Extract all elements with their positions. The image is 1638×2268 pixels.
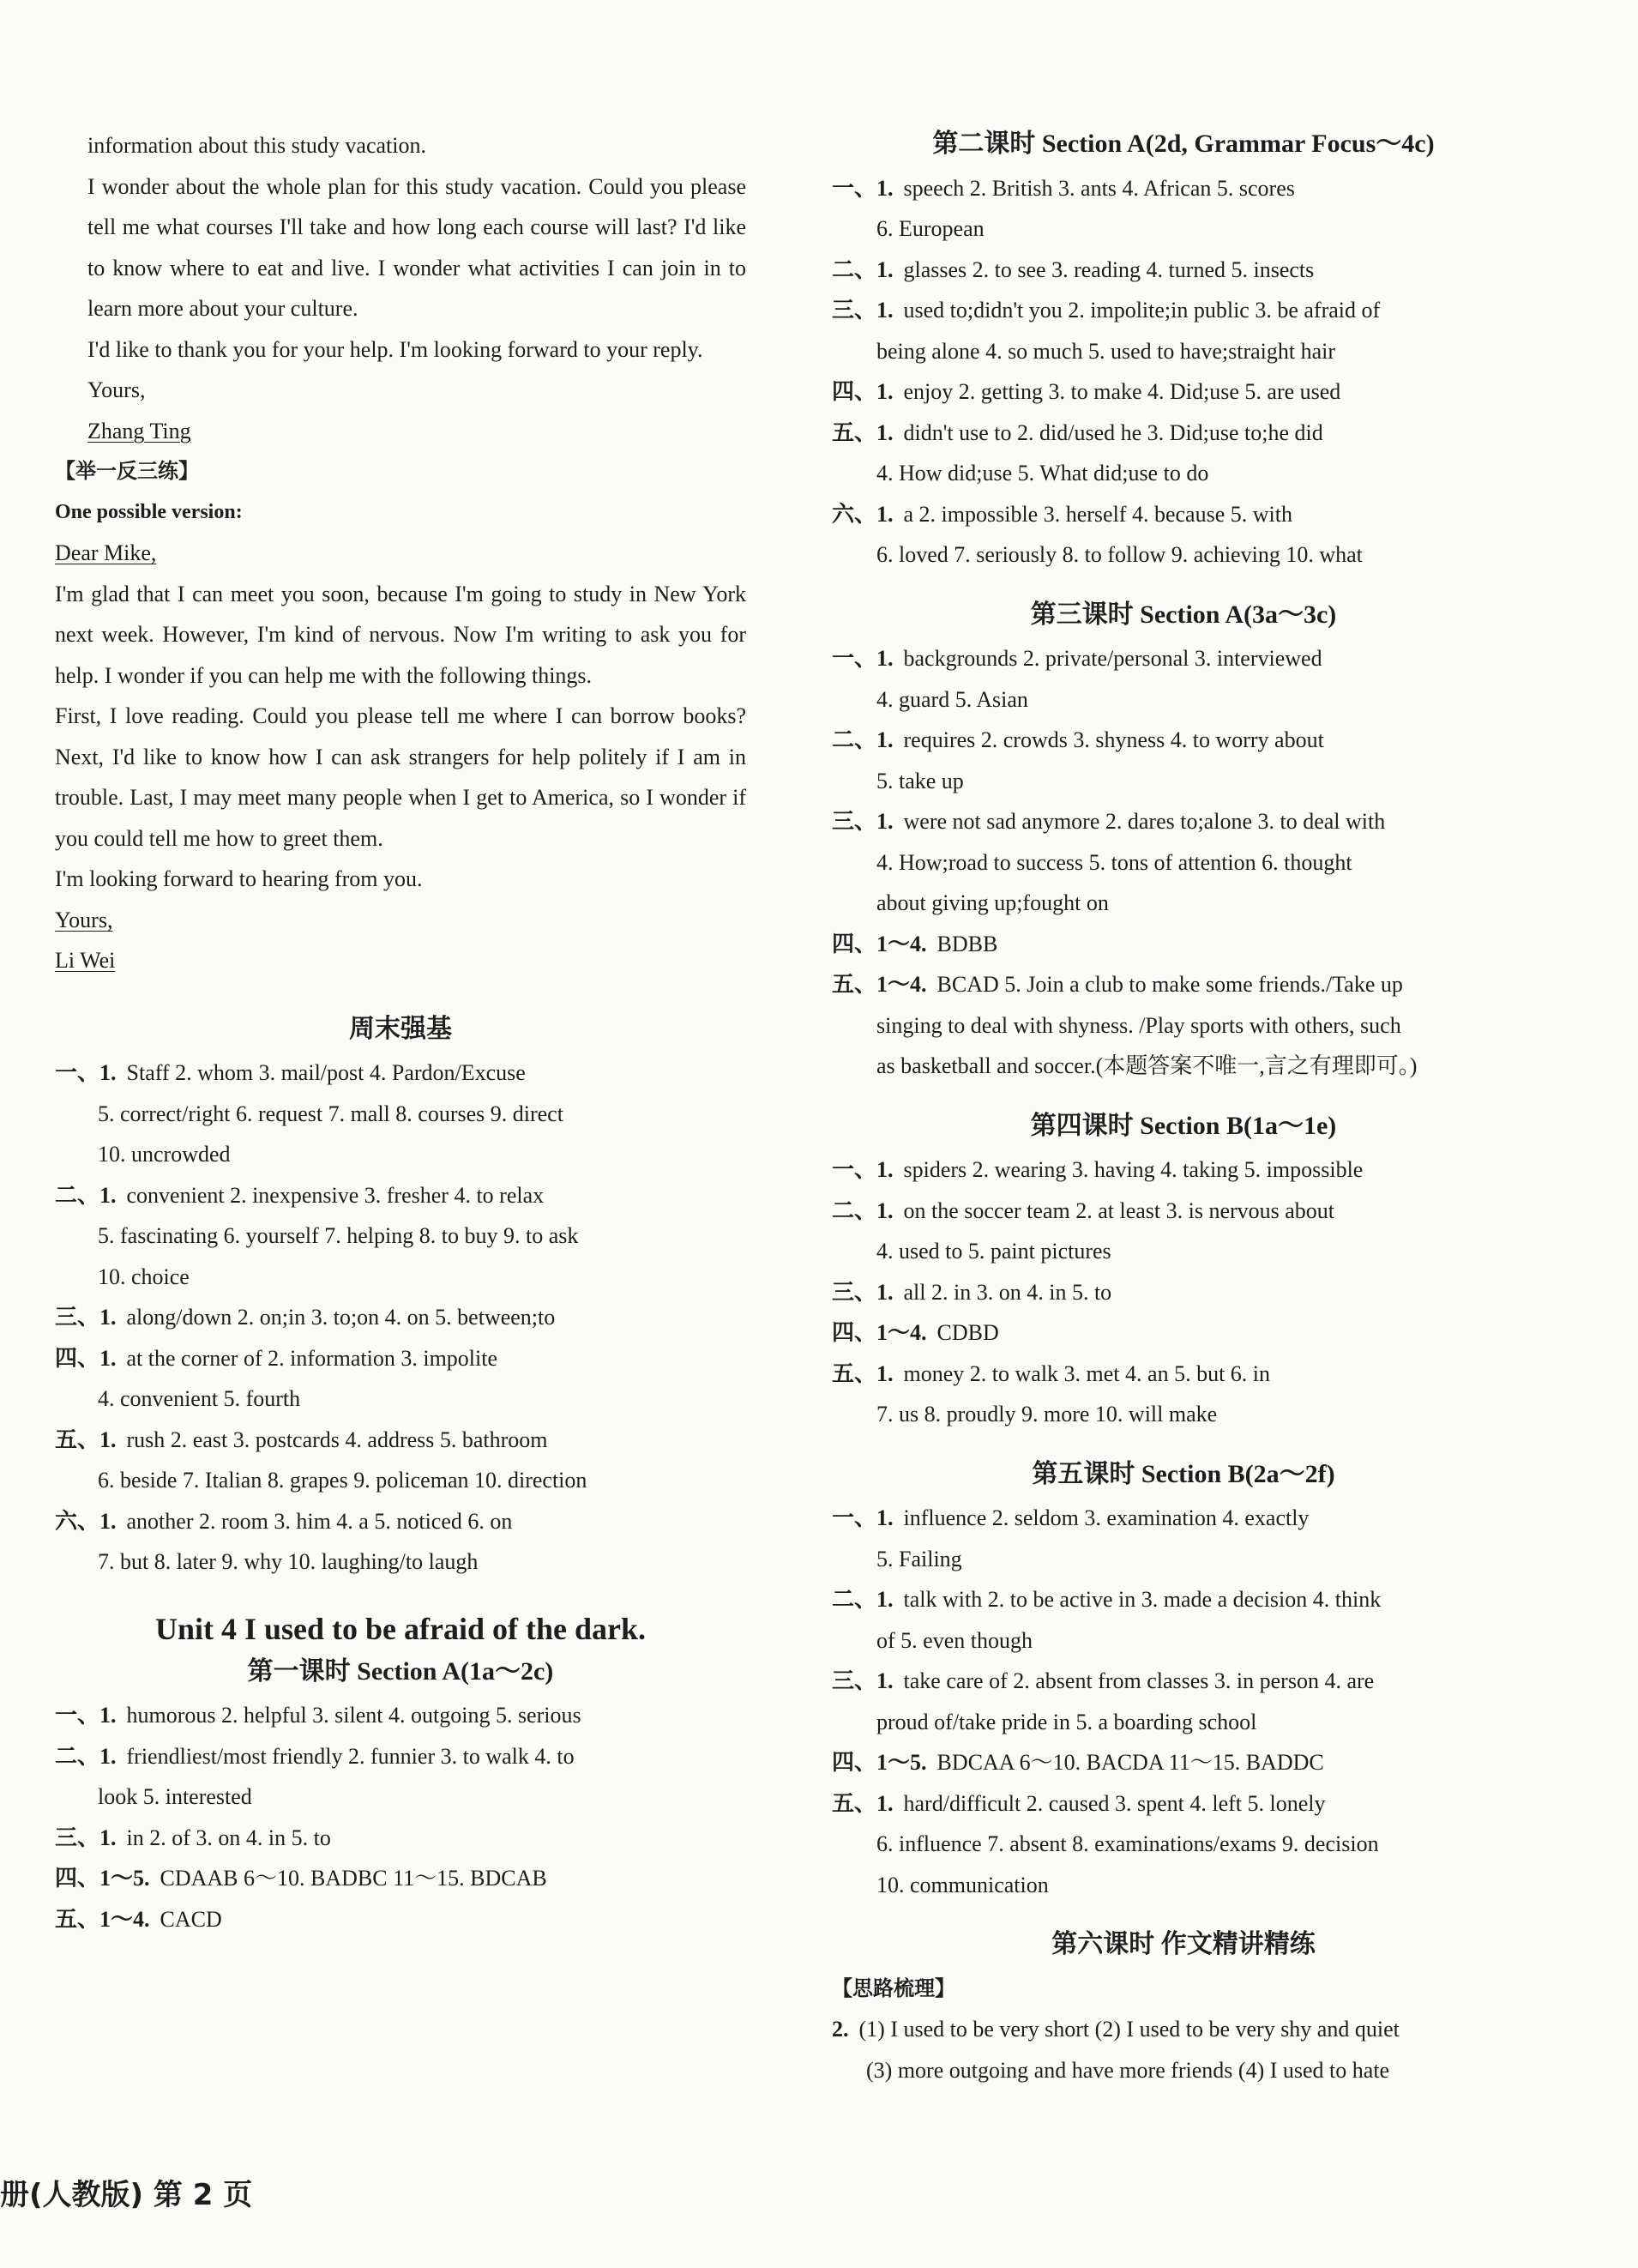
answer-text: hard/difficult 2. caused 3. spent 4. left 5. lonely [903, 1790, 1326, 1816]
answer-row [55, 1501, 746, 1542]
right-column [832, 124, 1535, 2090]
answer-label: 二、1. [832, 1587, 894, 1612]
answer-continuation: of 5. even though [876, 1627, 1033, 1653]
answer-continuation: 4. used to 5. paint pictures [876, 1239, 1111, 1264]
answer-label: 五、1. [832, 1360, 894, 1386]
answer-row [832, 1498, 1535, 1539]
answer-label: 四、1～4. [832, 931, 927, 956]
answer-text: friendliest/most friendly 2. funnier 3. to walk 4. to [126, 1743, 575, 1769]
answer-text: CACD [160, 1906, 222, 1932]
answer-row [55, 1297, 746, 1338]
closing-2: Yours, [55, 907, 113, 932]
answer-label: 三、1. [832, 1279, 894, 1305]
answer-row [832, 413, 1535, 454]
outline-label: 2. [832, 2017, 849, 2042]
answer-text: convenient 2. inexpensive 3. fresher 4. to relax [126, 1182, 545, 1208]
answer-label: 一、1. [55, 1060, 117, 1085]
answer-label: 三、1. [832, 809, 894, 834]
answer-label: 二、1. [832, 1197, 894, 1223]
answer-text: take care of 2. absent from classes 3. in person 4. are [903, 1668, 1375, 1693]
lesson1-answers [55, 1695, 746, 1939]
version-label: One possible version: [55, 500, 243, 523]
answer-label: 四、1. [832, 379, 894, 404]
lesson5-title: 第五课时 Section B(2a～2f) [1032, 1459, 1335, 1488]
left-column [55, 125, 746, 1939]
answer-continuation: 7. but 8. later 9. why 10. laughing/to laugh [98, 1549, 479, 1574]
answer-continuation: being alone 4. so much 5. used to have;straight hair [876, 338, 1336, 364]
letter-para-0: I'm glad that I can meet you soon, because I'm going to study in New York next week. However, I'm kind of nervous. Now I'm writing to ask you for help. I wonder if you can help me with the following things. [55, 581, 746, 688]
answer-text: along/down 2. on;in 3. to;on 4. on 5. between;to [126, 1305, 556, 1330]
answer-row [832, 720, 1535, 761]
answer-text: at the corner of 2. information 3. impolite [126, 1345, 498, 1371]
tag-outline: 【思路梳理】 [832, 1975, 955, 2000]
lesson3-title: 第三课时 Section A(3a～3c) [1030, 600, 1337, 629]
answer-text: money 2. to walk 3. met 4. an 5. but 6. in [903, 1360, 1271, 1386]
outline-line-1: (1) I used to be very short (2) I used to be very shy and quiet [858, 2017, 1400, 2042]
answer-text: in 2. of 3. on 4. in 5. to [126, 1825, 331, 1850]
answer-row [832, 1272, 1535, 1313]
answer-row [832, 250, 1535, 291]
answer-label: 四、1. [55, 1345, 117, 1371]
answer-text: talk with 2. to be active in 3. made a decision 4. think [903, 1587, 1382, 1612]
answer-row [55, 1420, 746, 1461]
answer-label: 一、1. [832, 1505, 894, 1530]
answer-text: another 2. room 3. him 4. a 5. noticed 6. on [126, 1508, 513, 1534]
answer-label: 六、1. [55, 1508, 117, 1534]
lesson5-answers [832, 1498, 1535, 1905]
answer-text: influence 2. seldom 3. examination 4. exactly [903, 1505, 1310, 1530]
answer-row [832, 1191, 1535, 1232]
answer-row [832, 168, 1535, 209]
answer-row [832, 1783, 1535, 1825]
intro-para-2: I'd like to thank you for your help. I'm looking forward to your reply. [87, 336, 703, 362]
answer-label: 三、1. [832, 298, 894, 323]
weekend-answers [55, 1053, 746, 1583]
answer-text: glasses 2. to see 3. reading 4. turned 5. insects [903, 256, 1315, 282]
answer-text: BDBB [936, 931, 998, 956]
answer-text: were not sad anymore 2. dares to;alone 3. to deal with [903, 809, 1386, 834]
answer-text: humorous 2. helpful 3. silent 4. outgoing 5. serious [126, 1703, 581, 1728]
answer-row [55, 1338, 746, 1379]
answer-row [55, 1175, 746, 1216]
answer-label: 三、1. [832, 1668, 894, 1693]
answer-continuation: 6. loved 7. seriously 8. to follow 9. achieving 10. what [876, 542, 1363, 567]
answer-continuation: 5. fascinating 6. yourself 7. helping 8. to buy 9. to ask [98, 1223, 579, 1248]
answer-text: on the soccer team 2. at least 3. is nervous about [903, 1197, 1335, 1223]
lesson2-title: 第二课时 Section A(2d, Grammar Focus～4c) [932, 130, 1435, 158]
answer-text: requires 2. crowds 3. shyness 4. to worry about [903, 727, 1324, 752]
lesson3-answers [832, 638, 1535, 1087]
answer-continuation: 10. communication [876, 1872, 1049, 1897]
answer-row [55, 1818, 746, 1859]
answer-continuation: 6. beside 7. Italian 8. grapes 9. policeman 10. direction [98, 1468, 587, 1493]
unit-title: Unit 4 I used to be afraid of the dark. [154, 1611, 647, 1646]
answer-label: 五、1. [55, 1427, 117, 1452]
answer-continuation: 5. Failing [876, 1546, 962, 1571]
tag-practice: 【举一反三练】 [55, 459, 199, 483]
answer-text: speech 2. British 3. ants 4. African 5. scores [903, 175, 1295, 201]
closing-1: Yours, [87, 377, 146, 402]
answer-row [832, 638, 1535, 679]
answer-continuation: proud of/take pride in 5. a boarding school [876, 1709, 1257, 1734]
answer-text: didn't use to 2. did/used he 3. Did;use to;he did [903, 419, 1323, 445]
answer-text: CDBD [936, 1320, 999, 1345]
answer-text: BCAD 5. Join a club to make some friends./Take up [936, 972, 1403, 997]
answer-row [55, 1899, 746, 1940]
lesson4-title: 第四课时 Section B(1a～1e) [1030, 1111, 1337, 1140]
answer-label: 二、1. [832, 727, 894, 752]
intro-para-1: I wonder about the whole plan for this study vacation. Could you please tell me what courses I'll take and how long each course will last? I'd like to know where to eat and live. I wonder what activities I can join in to learn more about your culture. [87, 173, 746, 321]
answer-continuation: 4. How;road to success 5. tons of attention 6. thought [876, 849, 1352, 875]
answer-continuation: look 5. interested [98, 1784, 252, 1809]
answer-continuation: about giving up;fought on [876, 890, 1109, 915]
answer-label: 五、1～4. [55, 1906, 150, 1932]
salutation: Dear Mike, [55, 540, 157, 565]
answer-label: 三、1. [55, 1825, 117, 1850]
answer-continuation: singing to deal with shyness. /Play sports with others, such [876, 1012, 1401, 1038]
answer-row [832, 290, 1535, 331]
answer-row [832, 924, 1535, 965]
answer-continuation: 7. us 8. proudly 9. more 10. will make [876, 1402, 1218, 1427]
answer-continuation: 10. uncrowded [98, 1142, 231, 1167]
lesson2-answers [832, 168, 1535, 576]
answer-continuation: 4. How did;use 5. What did;use to do [876, 461, 1209, 486]
answer-row [55, 1736, 746, 1777]
answer-text: CDAAB 6～10. BADBC 11～15. BDCAB [160, 1866, 547, 1891]
answer-text: backgrounds 2. private/personal 3. interviewed [903, 646, 1322, 671]
answer-continuation: 6. influence 7. absent 8. examinations/exams 9. decision [876, 1831, 1379, 1856]
answer-continuation: 4. convenient 5. fourth [98, 1386, 301, 1411]
answer-label: 一、1. [832, 175, 894, 201]
answer-text: rush 2. east 3. postcards 4. address 5. bathroom [126, 1427, 548, 1452]
answer-continuation: 4. guard 5. Asian [876, 686, 1028, 712]
answer-label: 四、1～5. [55, 1866, 150, 1891]
answer-label: 二、1. [55, 1743, 117, 1769]
answer-row [55, 1695, 746, 1736]
answer-label: 五、1. [832, 419, 894, 445]
intro-line-0: information about this study vacation. [87, 133, 426, 158]
weekend-title: 周末强基 [349, 1014, 452, 1043]
answer-row [832, 1579, 1535, 1620]
answer-text: BDCAA 6～10. BACDA 11～15. BADDC [936, 1750, 1324, 1775]
lesson1-title: 第一课时 Section A(1a～2c) [247, 1656, 554, 1686]
answer-label: 一、1. [832, 646, 894, 671]
answer-continuation: 6. European [876, 216, 985, 241]
outline-line-2: (3) more outgoing and have more friends (4) I used to hate [866, 2057, 1390, 2083]
answer-text: spiders 2. wearing 3. having 4. taking 5. impossible [903, 1157, 1364, 1182]
answer-label: 一、1. [832, 1157, 894, 1182]
answer-row [832, 1354, 1535, 1395]
answer-continuation: 5. take up [876, 768, 964, 793]
answer-label: 二、1. [832, 256, 894, 282]
answer-row [832, 964, 1535, 1005]
answer-label: 四、1～4. [832, 1320, 927, 1345]
answer-text: Staff 2. whom 3. mail/post 4. Pardon/Excuse [126, 1060, 526, 1085]
answer-label: 五、1. [832, 1790, 894, 1816]
answer-row [55, 1053, 746, 1094]
answer-label: 二、1. [55, 1182, 117, 1208]
answer-row [832, 371, 1535, 413]
answer-row [832, 801, 1535, 842]
answer-label: 六、1. [832, 501, 894, 527]
answer-row [55, 1858, 746, 1899]
page-footer: 册(人教版) 第 2 页 [0, 2178, 253, 2212]
answer-continuation: 10. choice [98, 1264, 190, 1289]
lesson6-title: 第六课时 作文精讲精练 [1051, 1930, 1316, 1958]
answer-text: a 2. impossible 3. herself 4. because 5. with [903, 501, 1292, 527]
answer-continuation: 5. correct/right 6. request 7. mall 8. courses 9. direct [98, 1101, 563, 1126]
signature-1: Zhang Ting [87, 418, 191, 443]
answer-row [832, 1312, 1535, 1354]
answer-label: 三、1. [55, 1305, 117, 1330]
lesson4-answers [832, 1149, 1535, 1435]
answer-text: used to;didn't you 2. impolite;in public 3. be afraid of [903, 298, 1381, 323]
answer-row [832, 1742, 1535, 1783]
answer-continuation: as basketball and soccer.(本题答案不唯一,言之有理即可。) [876, 1053, 1418, 1078]
answer-label: 一、1. [55, 1703, 117, 1728]
answer-row [832, 494, 1535, 535]
answer-text: all 2. in 3. on 4. in 5. to [903, 1279, 1112, 1305]
answer-label: 五、1～4. [832, 972, 927, 997]
signature-2: Li Wei [55, 948, 116, 973]
letter-para-1: First, I love reading. Could you please tell me where I can borrow books? Next, I'd like to know how I can ask strangers for help politely if I am in trouble. Last, I may meet many people when I get to America, so I wonder if you could tell me how to greet them. [55, 703, 746, 851]
answer-label: 四、1～5. [832, 1750, 927, 1775]
answer-text: enjoy 2. getting 3. to make 4. Did;use 5. are used [903, 379, 1341, 404]
answer-row [832, 1661, 1535, 1702]
outline-row [832, 2009, 1535, 2050]
answer-row [832, 1149, 1535, 1191]
letter-para-2: I'm looking forward to hearing from you. [55, 866, 423, 891]
